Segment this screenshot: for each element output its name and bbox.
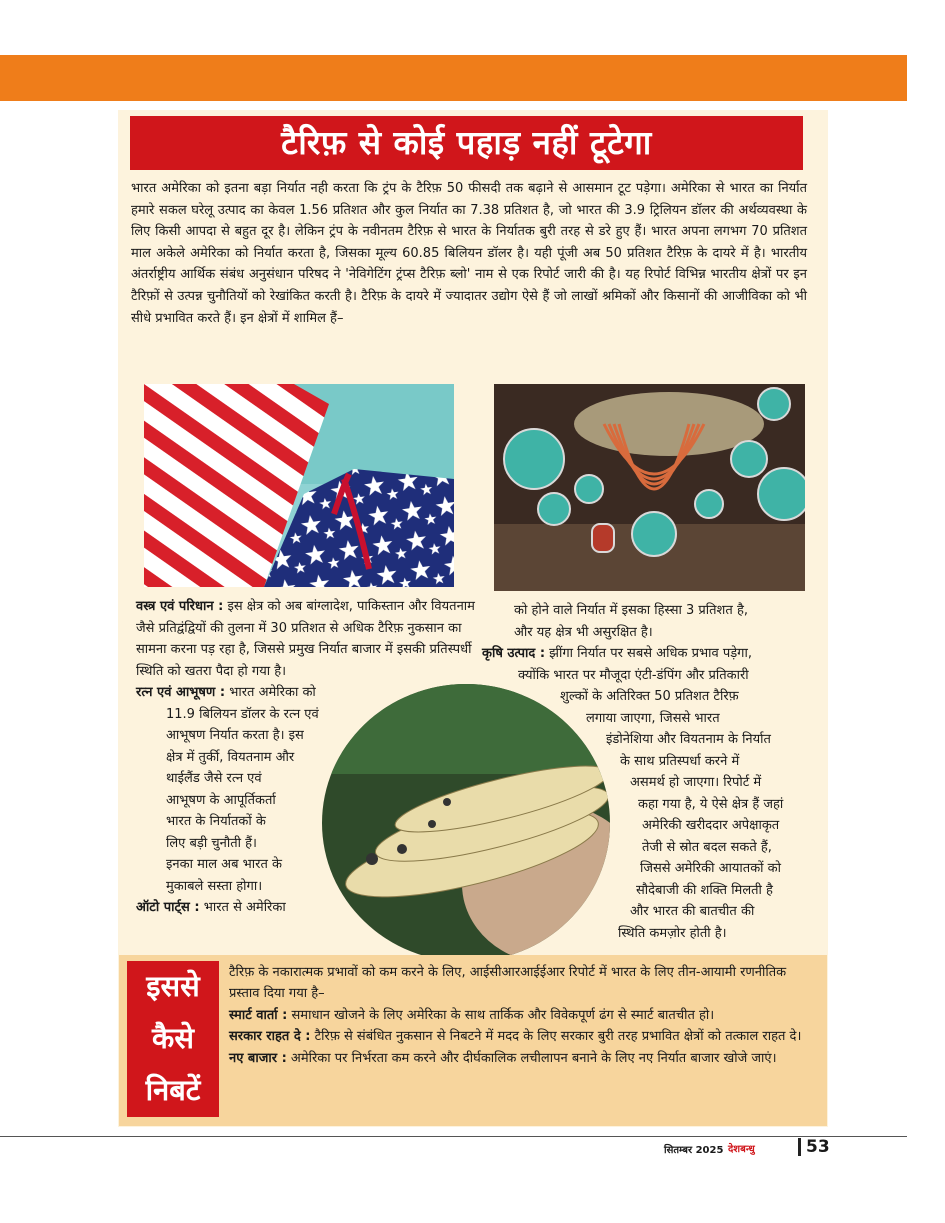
textiles-body: इस क्षेत्र को अब बांग्लादेश, पाकिस्तान और वियतनाम जैसे प्रतिद्वंद्वियों की तुलना में 30 प्रतिशत से अधिक टैरिफ़ नुकसान का सामना करना पड़ रहा है, जिससे प्रमुख निर्यात बाजार में इसकी प्रतिस्पर्धी स्थिति को खतरा पैदा हो गया है।: [136, 599, 475, 679]
gems-line: भारत के निर्यातकों के: [166, 814, 266, 829]
footer-separator: [798, 1138, 801, 1156]
magazine-logo: देशबन्धु: [728, 1144, 755, 1155]
agri-first-line: झींगा निर्यात पर सबसे अधिक प्रभाव पड़ेगा,: [549, 646, 752, 661]
agri-line: स्थिति कमज़ोर होती है।: [618, 925, 727, 941]
agri-line: अमेरिकी खरीददार अपेक्षाकृत: [642, 818, 780, 833]
agri-line: तेजी से स्रोत बदल सकते हैं,: [642, 839, 772, 855]
solution-item: [229, 1048, 819, 1069]
article-headline: टैरिफ़ से कोई पहाड़ नहीं टूटेगा: [130, 116, 803, 170]
gems-line: क्षेत्र में तुर्की, वियतनाम और: [166, 749, 295, 765]
gems-line: इनका माल अब भारत के: [166, 857, 283, 872]
agri-line: और भारत की बातचीत की: [630, 904, 755, 919]
left-column-text: [136, 596, 476, 919]
auto-paragraph-start: [136, 897, 476, 919]
gems-title: रत्न एवं आभूषण :: [136, 685, 226, 700]
solutions-text: [229, 962, 819, 1069]
gems-line: 11.9 बिलियन डॉलर के रत्न एवं: [166, 706, 319, 722]
gems-paragraph: [136, 682, 476, 897]
solutions-intro: टैरिफ़ के नकारात्मक प्रभावों को कम करने के लिए, आईसीआरआईईआर रिपोर्ट में भारत के लिए तीन-आयामी रणनीतिक प्रस्ताव दिया गया है–: [229, 965, 787, 1002]
solution-item: [229, 1005, 819, 1026]
agri-line: सौदेबाजी की शक्ति मिलती है: [636, 882, 773, 898]
gems-line: लिए बड़ी चुनौती हैं।: [166, 835, 257, 851]
solution-text: समाधान खोजने के लिए अमेरिका के साथ तार्किक और विवेकपूर्ण ढंग से स्मार्ट बातचीत हो।: [291, 1007, 715, 1023]
solution-text: अमेरिका पर निर्भरता कम करने और दीर्घकालिक लचीलापन बनाने के लिए नए निर्यात बाजार खोजे जाएं।: [290, 1050, 777, 1066]
right-column-text: [480, 600, 820, 944]
gems-line: आभूषण निर्यात करता है। इस: [166, 728, 304, 743]
solution-title: स्मार्ट वार्ता :: [229, 1007, 288, 1023]
solution-title: नए बाजार :: [229, 1050, 287, 1066]
agri-title: कृषि उत्पाद :: [482, 646, 546, 661]
intro-paragraph: भारत अमेरिका को इतना बड़ा निर्यात नही करता कि ट्रंप के टैरिफ़ 50 फीसदी तक बढ़ाने से आसमान टूट पड़ेगा। अमेरिका से भारत का निर्यात हमारे सकल घरेलू उत्पाद का केवल 1.56 प्रतिशत और कुल निर्यात का 7.38 प्रतिशत है, जो भारत की 3.9 ट्रिलियन डॉलर की अर्थव्यवस्था के लिए किसी आपदा से बहुत दूर है। लेकिन ट्रंप के नवीनतम टैरिफ़ से भारत के निर्यातक बुरी तरह से डरे हुए हैं। भारत अपना लगभग 70 प्रतिशत माल अकेले अमेरिका को निर्यात करता है, जिसका मूल्य 60.85 बिलियन डॉलर है। यही पूंजी अब 50 प्रतिशत टैरिफ़ के दायरे में है। भारतीय अंतर्राष्ट्रीय आर्थिक संबंध अनुसंधान परिषद ने 'नेविगेटिंग ट्रंप्स टैरिफ़ ब्लो' नाम से एक रिपोर्ट जारी की है। यह रिपोर्ट विभिन्न भारतीय क्षेत्रों पर इन टैरिफ़ों से उत्पन्न चुनौतियों को रेखांकित करती है। टैरिफ़ के दायरे में ज्यादातर उद्योग ऐसे हैं जो लाखों श्रमिकों और किसानों की आजीविका को भी सीधे प्रभावित करते हैं। इन क्षेत्रों में शामिल हैं–: [131, 181, 807, 326]
agri-line: असमर्थ हो जाएगा। रिपोर्ट में: [630, 775, 762, 790]
top-orange-band: [0, 55, 907, 101]
agri-line: कहा गया है, ये ऐसे क्षेत्र हैं जहां: [638, 796, 784, 812]
footer-date: सितम्बर 2025: [664, 1145, 724, 1156]
flag-fabric-photo: [144, 384, 454, 587]
agri-line: के साथ प्रतिस्पर्धा करने में: [620, 753, 740, 769]
agri-line: इंडोनेशिया और वियतनाम के निर्यात: [606, 732, 771, 747]
gems-line: थाईलैंड जैसे रत्न एवं: [166, 771, 262, 786]
agri-line: शुल्कों के अतिरिक्त 50 प्रतिशत टैरिफ़: [560, 689, 739, 704]
auto-title: ऑटो पार्ट्स :: [136, 900, 200, 915]
page-number: 53: [806, 1137, 830, 1157]
footer-rule: [0, 1136, 907, 1137]
agri-line: जिससे अमेरिकी आयातकों को: [640, 861, 782, 876]
badge-line: निबटें: [145, 1073, 201, 1107]
agri-line: क्योंकि भारत पर मौजूदा एंटी-डंपिंग और प्रतिकारी: [518, 667, 749, 683]
auto-first-line: भारत से अमेरिका: [203, 900, 286, 915]
auto-cont-line: को होने वाले निर्यात में इसका हिस्सा 3 प्रतिशत है,: [514, 603, 748, 618]
textiles-paragraph: [136, 596, 476, 682]
jewellery-photo: [494, 384, 805, 591]
gems-line: मुकाबले सस्ता होगा।: [166, 878, 263, 894]
auto-cont-line: और यह क्षेत्र भी असुरक्षित है।: [514, 624, 653, 640]
solution-text: टैरिफ़ से संबंधित नुकसान से निबटने में मदद के लिए सरकार बुरी तरह प्रभावित क्षेत्रों को तत्काल राहत दे।: [314, 1029, 802, 1045]
agri-line: लगाया जाएगा, जिससे भारत: [586, 710, 720, 726]
solution-item: [229, 1026, 819, 1047]
solution-title: सरकार राहत दे :: [229, 1029, 311, 1045]
badge-line: इससे: [146, 969, 200, 1003]
badge-line: कैसे: [152, 1021, 194, 1055]
solutions-badge: [127, 961, 219, 1117]
textiles-title: वस्त्र एवं परिधान :: [136, 599, 224, 614]
gems-line: आभूषण के आपूर्तिकर्ता: [166, 792, 276, 808]
gems-line: भारत अमेरिका को: [229, 685, 316, 700]
